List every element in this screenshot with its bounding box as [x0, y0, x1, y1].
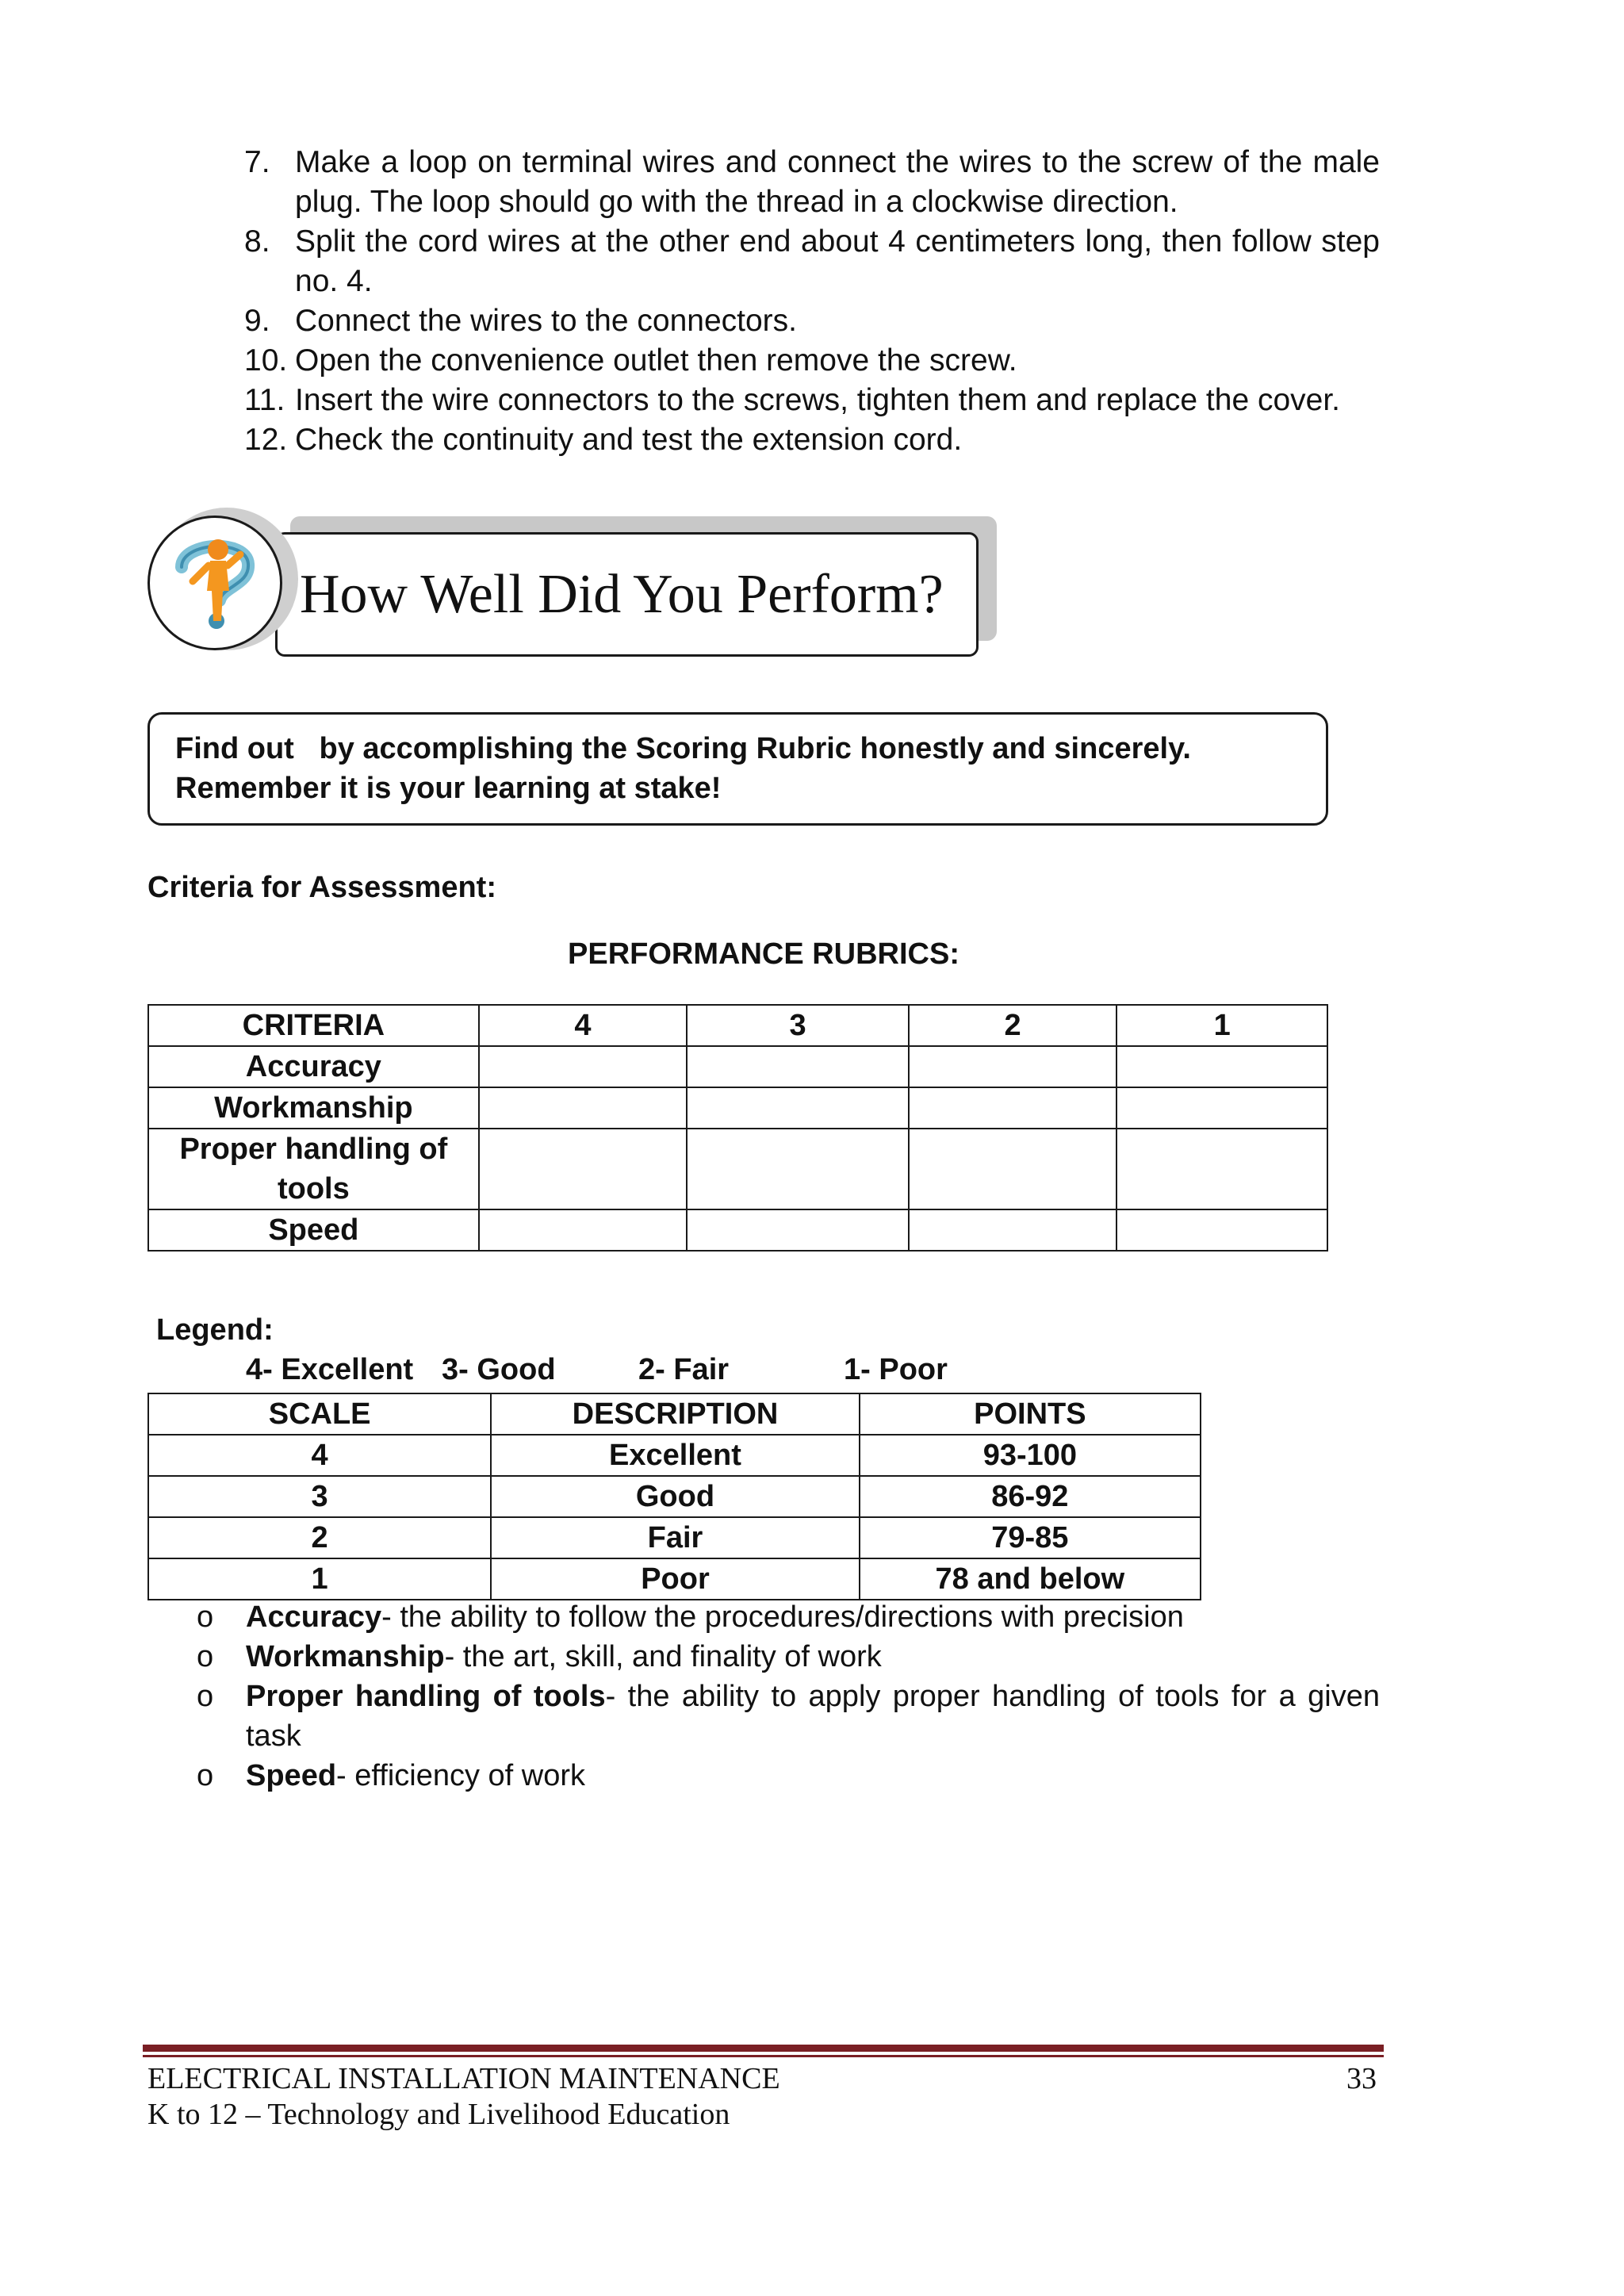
- table-header: 2: [909, 1005, 1117, 1046]
- legend-label: Legend:: [156, 1313, 274, 1347]
- step-text: Open the convenience outlet then remove the screw.: [295, 343, 1017, 378]
- step-text: Split the cord wires at the other end about 4 centimeters long, then follow step no. 4.: [295, 224, 1380, 298]
- definition-item: [197, 1637, 1380, 1677]
- definition-term: Workmanship: [246, 1640, 445, 1673]
- scale-cell: 3: [148, 1476, 491, 1517]
- rubric-table: [147, 1004, 1328, 1251]
- table-row: [148, 1435, 1201, 1476]
- step-number: 11.: [244, 383, 285, 417]
- step-item: [244, 420, 1380, 460]
- steps-list: [244, 143, 1380, 460]
- criteria-cell: Speed: [148, 1209, 479, 1251]
- footer-title: ELECTRICAL INSTALLATION MAINTENANCE: [147, 2062, 780, 2095]
- legend-item: 2- Fair: [638, 1353, 730, 1386]
- score-cell: [1116, 1087, 1327, 1129]
- table-row: [148, 1087, 1327, 1129]
- table-header: DESCRIPTION: [491, 1393, 859, 1435]
- criteria-cell: Accuracy: [148, 1046, 479, 1087]
- instruction-callout: [147, 712, 1328, 826]
- points-cell: 78 and below: [860, 1558, 1201, 1600]
- table-row: [148, 1517, 1201, 1558]
- step-item: [244, 341, 1380, 381]
- legend-item: 4- Excellent: [246, 1353, 414, 1386]
- callout-line-2: Remember it is your learning at stake!: [175, 772, 722, 805]
- table-header-row: [148, 1393, 1201, 1435]
- step-text: Check the continuity and test the extension cord.: [295, 423, 963, 457]
- step-item: [244, 381, 1380, 420]
- description-cell: Good: [491, 1476, 859, 1517]
- definition-item: [197, 1677, 1380, 1756]
- definition-item: [197, 1756, 1380, 1796]
- step-number: 10.: [244, 343, 288, 378]
- score-cell: [479, 1087, 688, 1129]
- score-cell: [687, 1209, 909, 1251]
- table-header: 3: [687, 1005, 909, 1046]
- question-mark-figure-icon: [147, 516, 282, 650]
- score-cell: [479, 1046, 688, 1087]
- step-number: 12.: [244, 423, 288, 457]
- table-header: 4: [479, 1005, 688, 1046]
- scale-cell: 1: [148, 1558, 491, 1600]
- table-header: CRITERIA: [148, 1005, 479, 1046]
- bullet: o: [197, 1759, 214, 1792]
- scale-table: [147, 1393, 1201, 1600]
- table-header: 1: [1116, 1005, 1327, 1046]
- score-cell: [687, 1129, 909, 1209]
- step-text: Connect the wires to the connectors.: [295, 304, 798, 338]
- table-row: [148, 1046, 1327, 1087]
- step-text: Insert the wire connectors to the screws, tighten them and replace the cover.: [295, 383, 1341, 417]
- score-cell: [1116, 1129, 1327, 1209]
- score-cell: [1116, 1209, 1327, 1251]
- definition-term: Speed: [246, 1759, 337, 1792]
- banner-title: How Well Did You Perform?: [300, 564, 944, 625]
- legend-item: 3- Good: [442, 1353, 556, 1386]
- definitions-list: [197, 1597, 1380, 1796]
- description-cell: Poor: [491, 1558, 859, 1600]
- footer-rule-thin: [143, 2055, 1384, 2057]
- definition-desc: - the ability to apply proper handling of tools for a given task: [246, 1680, 1380, 1753]
- criteria-cell: Proper handling of tools: [148, 1129, 479, 1209]
- step-number: 7.: [244, 145, 270, 179]
- table-row: [148, 1476, 1201, 1517]
- description-cell: Excellent: [491, 1435, 859, 1476]
- criteria-cell: Workmanship: [148, 1087, 479, 1129]
- rubric-title: PERFORMANCE RUBRICS:: [568, 937, 959, 971]
- score-cell: [687, 1046, 909, 1087]
- definition-desc: - the art, skill, and finality of work: [444, 1640, 882, 1673]
- table-row: [148, 1558, 1201, 1600]
- score-cell: [909, 1209, 1117, 1251]
- step-number: 9.: [244, 304, 270, 338]
- points-cell: 86-92: [860, 1476, 1201, 1517]
- page-number: 33: [1346, 2062, 1377, 2095]
- score-cell: [479, 1209, 688, 1251]
- definition-desc: - efficiency of work: [336, 1759, 586, 1792]
- definition-term: Accuracy: [246, 1600, 382, 1634]
- definition-item: [197, 1597, 1380, 1637]
- step-item: [244, 143, 1380, 222]
- definition-desc: - the ability to follow the procedures/directions with precision: [381, 1600, 1184, 1634]
- table-header: SCALE: [148, 1393, 491, 1435]
- score-cell: [687, 1087, 909, 1129]
- table-header-row: [148, 1005, 1327, 1046]
- step-item: [244, 222, 1380, 301]
- legend-item: 1- Poor: [844, 1353, 948, 1386]
- step-number: 8.: [244, 224, 270, 259]
- table-header: POINTS: [860, 1393, 1201, 1435]
- step-item: [244, 301, 1380, 341]
- table-row: [148, 1209, 1327, 1251]
- bullet: o: [197, 1640, 214, 1673]
- score-cell: [909, 1046, 1117, 1087]
- step-text: Make a loop on terminal wires and connect the wires to the screw of the male plug. The loop should go with the thread in a clockwise direction.: [295, 145, 1380, 219]
- callout-line-1: Find out by accomplishing the Scoring Rubric honestly and sincerely.: [175, 732, 1191, 765]
- score-cell: [909, 1129, 1117, 1209]
- footer-subtitle: K to 12 – Technology and Livelihood Education: [147, 2098, 730, 2131]
- criteria-heading: Criteria for Assessment:: [147, 871, 496, 904]
- bullet: o: [197, 1680, 214, 1713]
- score-cell: [909, 1087, 1117, 1129]
- definition-term: Proper handling of tools: [246, 1680, 606, 1713]
- footer-rule: [143, 2045, 1384, 2052]
- scale-cell: 4: [148, 1435, 491, 1476]
- points-cell: 93-100: [860, 1435, 1201, 1476]
- score-cell: [479, 1129, 688, 1209]
- score-cell: [1116, 1046, 1327, 1087]
- scale-cell: 2: [148, 1517, 491, 1558]
- points-cell: 79-85: [860, 1517, 1201, 1558]
- table-row: [148, 1129, 1327, 1209]
- bullet: o: [197, 1600, 214, 1634]
- description-cell: Fair: [491, 1517, 859, 1558]
